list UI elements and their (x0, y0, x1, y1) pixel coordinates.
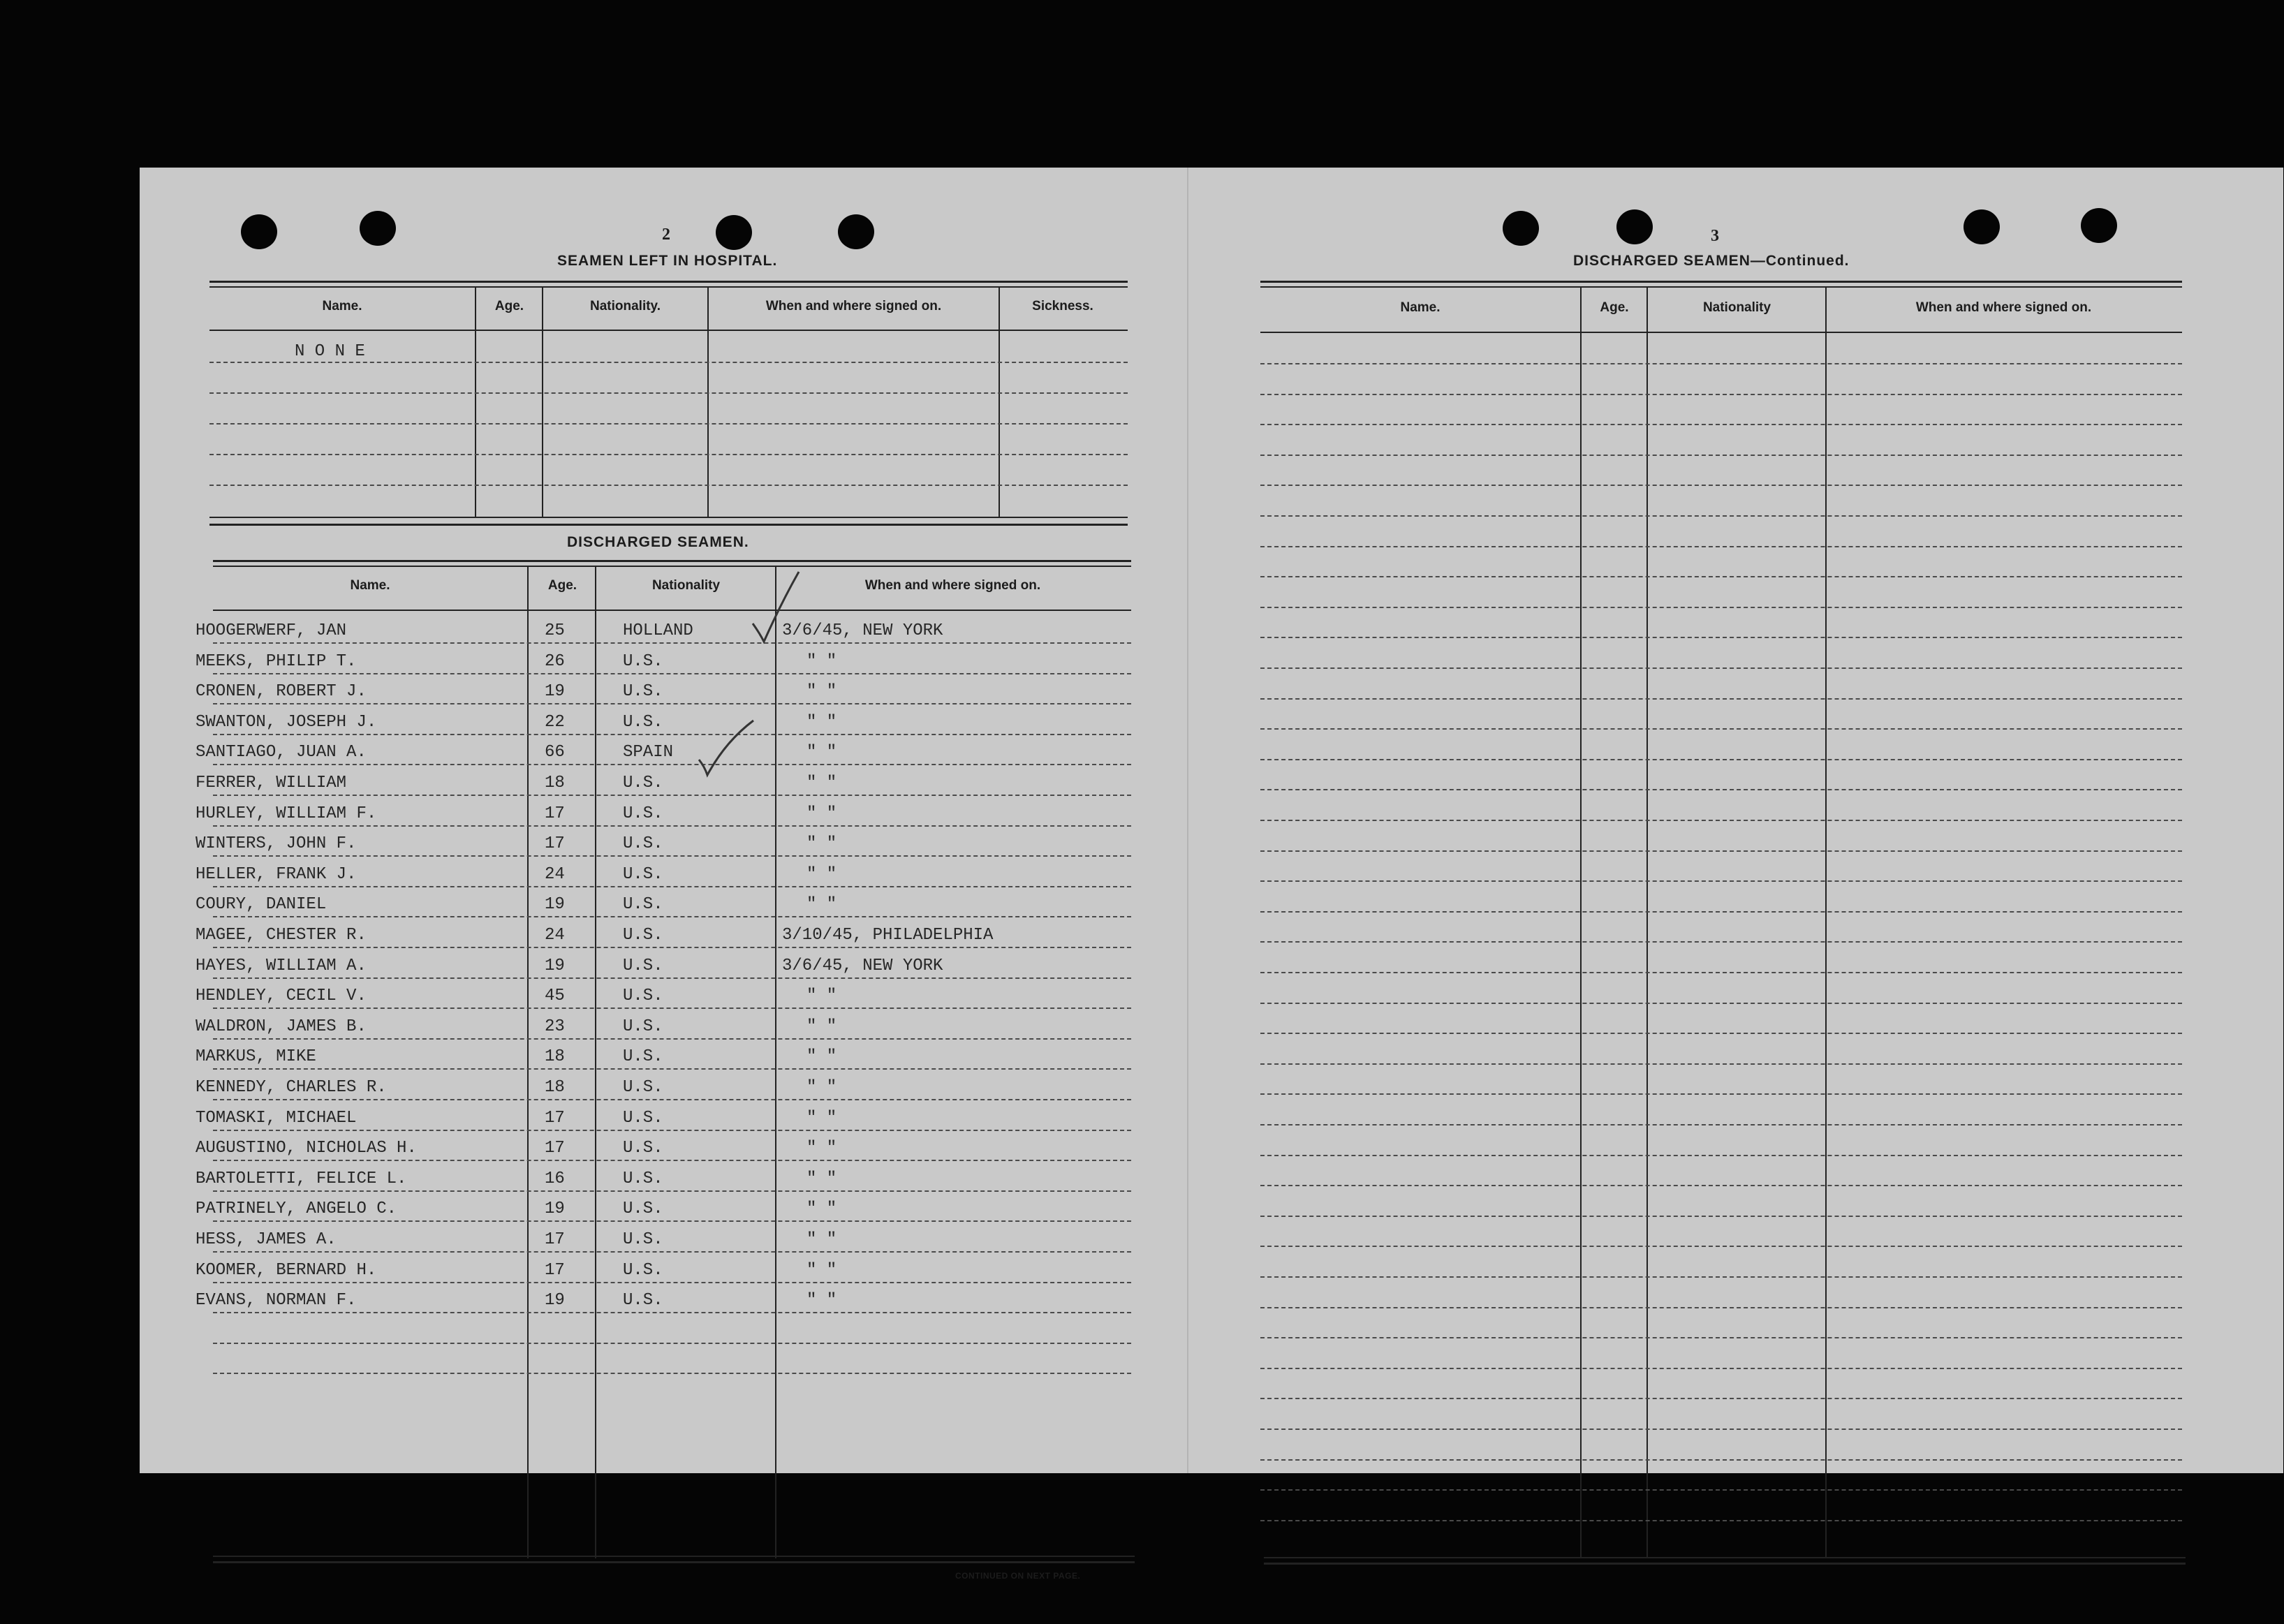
seaman-signed-on: " " (806, 1169, 837, 1188)
seaman-name: SANTIAGO, JUAN A. (196, 743, 367, 762)
binder-hole (716, 215, 752, 250)
check-mark-spain (695, 718, 758, 781)
column-header-nationality: Nationality (651, 578, 721, 593)
seaman-age: 24 (545, 864, 565, 884)
seaman-nationality: U.S. (623, 774, 663, 792)
column-header-signed-on: When and where signed on. (765, 299, 942, 313)
document-sheet (140, 168, 2283, 1581)
page-number-right: 3 (1711, 227, 1719, 245)
seaman-nationality: U.S. (623, 956, 663, 975)
seaman-nationality: U.S. (623, 864, 663, 884)
seaman-nationality: U.S. (623, 1230, 663, 1249)
seaman-signed-on: 3/10/45, PHILADELPHIA (782, 926, 994, 945)
seaman-nationality: U.S. (623, 895, 663, 915)
binder-hole (2081, 208, 2117, 243)
seaman-name: HELLER, FRANK J. (196, 864, 357, 884)
seaman-signed-on: " " (806, 1291, 837, 1311)
seaman-signed-on: " " (806, 1139, 837, 1158)
seaman-nationality: U.S. (623, 987, 663, 1006)
seaman-name: CRONEN, ROBERT J. (196, 682, 367, 702)
seaman-signed-on: " " (806, 895, 837, 915)
column-header-age: Age. (1600, 300, 1629, 315)
seaman-signed-on: " " (806, 774, 837, 792)
column-header-age: Age. (494, 299, 524, 313)
seaman-name: HESS, JAMES A. (196, 1230, 337, 1249)
hospital-entry (140, 342, 2283, 373)
seaman-signed-on: " " (806, 1047, 837, 1067)
seaman-signed-on: " " (806, 1260, 837, 1280)
seaman-name: KOOMER, BERNARD H. (196, 1260, 377, 1280)
seaman-name: MEEKS, PHILIP T. (196, 651, 357, 671)
seaman-name: HAYES, WILLIAM A. (196, 956, 367, 975)
column-header-nationality: Nationality (1702, 300, 1771, 315)
seaman-signed-on: " " (806, 651, 837, 671)
page-number-left: 2 (662, 226, 670, 244)
seaman-age: 19 (545, 1291, 565, 1311)
seaman-name: HOOGERWERF, JAN (196, 621, 347, 640)
seaman-age: 19 (545, 956, 565, 975)
seaman-age: 17 (545, 1260, 565, 1280)
seaman-name: MAGEE, CHESTER R. (196, 926, 367, 945)
seaman-age: 19 (545, 1199, 565, 1219)
seaman-nationality: U.S. (623, 834, 663, 854)
column-header-signed-on: When and where signed on. (864, 578, 1041, 593)
seaman-age: 16 (545, 1169, 565, 1188)
continued-note: CONTINUED ON NEXT PAGE. (955, 1571, 1081, 1581)
hospital-entry-text: N O N E (295, 342, 365, 361)
seaman-nationality: U.S. (623, 1260, 663, 1280)
binder-hole (1616, 209, 1653, 244)
seaman-name: EVANS, NORMAN F. (196, 1291, 357, 1311)
seaman-nationality: U.S. (623, 926, 663, 945)
seaman-age: 19 (545, 682, 565, 702)
seaman-age: 18 (545, 774, 565, 792)
seaman-nationality: U.S. (623, 1291, 663, 1311)
seaman-age: 23 (545, 1017, 565, 1036)
seaman-signed-on: " " (806, 1078, 837, 1097)
column-header-name: Name. (322, 299, 362, 313)
seaman-nationality: HOLLAND (623, 621, 693, 640)
binder-hole (360, 211, 396, 246)
seaman-name: BARTOLETTI, FELICE L. (196, 1169, 407, 1188)
seaman-signed-on: " " (806, 834, 837, 854)
seaman-name: TOMASKI, MICHAEL (196, 1108, 357, 1128)
seaman-nationality: U.S. (623, 1199, 663, 1219)
seaman-name: FERRER, WILLIAM (196, 774, 347, 792)
seaman-name: PATRINELY, ANGELO C. (196, 1199, 397, 1219)
seaman-age: 19 (545, 895, 565, 915)
seaman-nationality: U.S. (623, 682, 663, 702)
column-header-name: Name. (1400, 300, 1441, 315)
seaman-nationality: U.S. (623, 1047, 663, 1067)
seaman-nationality: U.S. (623, 1017, 663, 1036)
seaman-age: 17 (545, 834, 565, 854)
seaman-age: 17 (545, 804, 565, 823)
seaman-signed-on: " " (806, 864, 837, 884)
seaman-age: 18 (545, 1078, 565, 1097)
seaman-name: HENDLEY, CECIL V. (196, 987, 367, 1006)
seaman-signed-on: " " (806, 1230, 837, 1249)
seaman-signed-on: " " (806, 682, 837, 702)
seaman-signed-on: " " (806, 987, 837, 1006)
seaman-age: 18 (545, 1047, 565, 1067)
seaman-age: 17 (545, 1108, 565, 1128)
seaman-name: KENNEDY, CHARLES R. (196, 1078, 387, 1097)
seaman-name: MARKUS, MIKE (196, 1047, 316, 1067)
seaman-age: 24 (545, 926, 565, 945)
seaman-signed-on: " " (806, 743, 837, 762)
check-mark-holland (747, 569, 803, 646)
seaman-signed-on: " " (806, 1017, 837, 1036)
column-header-nationality: Nationality. (590, 299, 661, 313)
seaman-nationality: U.S. (623, 651, 663, 671)
seaman-signed-on: 3/6/45, NEW YORK (782, 621, 943, 640)
seaman-age: 25 (545, 621, 565, 640)
seaman-age: 22 (545, 712, 565, 732)
seaman-name: HURLEY, WILLIAM F. (196, 804, 377, 823)
hospital-section-title: SEAMEN LEFT IN HOSPITAL. (557, 253, 778, 269)
seaman-nationality: U.S. (623, 712, 663, 732)
discharged-continued-title: DISCHARGED SEAMEN—Continued. (1573, 253, 1850, 269)
discharged-section-title: DISCHARGED SEAMEN. (567, 534, 749, 550)
binder-hole (838, 214, 874, 249)
seaman-name: SWANTON, JOSEPH J. (196, 712, 377, 732)
column-header-sickness: Sickness. (1032, 299, 1093, 313)
seaman-name: COURY, DANIEL (196, 895, 327, 915)
seaman-nationality: SPAIN (623, 743, 674, 762)
seaman-age: 17 (545, 1230, 565, 1249)
seaman-age: 45 (545, 987, 565, 1006)
seaman-nationality: U.S. (623, 1078, 663, 1097)
seaman-signed-on: " " (806, 804, 837, 823)
seaman-age: 17 (545, 1139, 565, 1158)
seaman-nationality: U.S. (623, 804, 663, 823)
seaman-signed-on: " " (806, 1199, 837, 1219)
seaman-age: 26 (545, 651, 565, 671)
seaman-name: AUGUSTINO, NICHOLAS H. (196, 1139, 417, 1158)
binder-hole (241, 214, 277, 249)
seaman-name: WINTERS, JOHN F. (196, 834, 357, 854)
column-header-age: Age. (547, 578, 577, 593)
column-header-name: Name. (350, 578, 390, 593)
seaman-age: 66 (545, 743, 565, 762)
seaman-signed-on: " " (806, 1108, 837, 1128)
seaman-signed-on: 3/6/45, NEW YORK (782, 956, 943, 975)
seaman-nationality: U.S. (623, 1169, 663, 1188)
seaman-nationality: U.S. (623, 1108, 663, 1128)
seaman-name: WALDRON, JAMES B. (196, 1017, 367, 1036)
column-header-signed-on: When and where signed on. (1915, 300, 2092, 315)
seaman-signed-on: " " (806, 712, 837, 732)
seaman-nationality: U.S. (623, 1139, 663, 1158)
binder-hole (1503, 211, 1539, 246)
binder-hole (1963, 209, 2000, 244)
